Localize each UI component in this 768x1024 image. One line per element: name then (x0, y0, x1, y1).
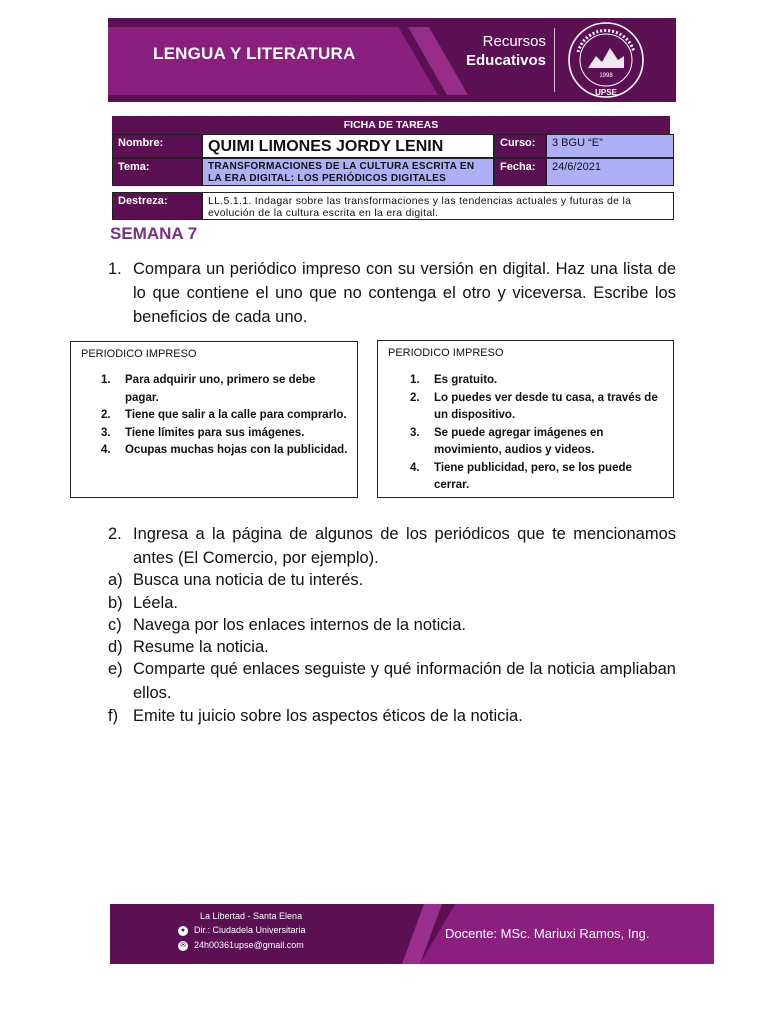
header-banner (108, 18, 676, 102)
fecha-value: 24/6/2021 (546, 158, 674, 186)
question-2-number: 2. (108, 525, 122, 543)
envelope-icon: ✉ (178, 941, 188, 951)
subitem-e: e) Comparte qué enlaces seguiste y qué información de la noticia ampliaban ellos. (108, 660, 676, 702)
location-pin-icon: ● (178, 926, 188, 936)
subitem-b: b) Léela. (108, 594, 178, 612)
fecha-label: Fecha: (494, 158, 546, 186)
svg-text:1998: 1998 (599, 73, 613, 79)
school-seal-logo (566, 20, 646, 100)
list-item: 4. Tiene publicidad, pero, se los puede cerrar. (410, 461, 632, 491)
printed-benefits-list (101, 372, 351, 460)
list-item: 1. Es gratuito. (410, 374, 498, 386)
week-heading: SEMANA 7 (110, 224, 198, 243)
list-item: 2. Tiene que salir a la calle para comprarlo. (101, 409, 347, 421)
footer-banner (110, 904, 714, 964)
footer-address: ● Dir.: Ciudadela Universitaria (178, 925, 306, 936)
printed-newspaper-box (70, 341, 358, 498)
nombre-value: QUIMI LIMONES JORDY LENIN (202, 134, 494, 158)
question-2 (108, 522, 676, 570)
subitem-f: f) Emite tu juicio sobre los aspectos éticos de la noticia. (108, 707, 523, 725)
subitem-d: d) Resume la noticia. (108, 638, 269, 656)
list-item: 3. Se puede agregar imágenes en movimiento, audios y videos. (410, 426, 604, 456)
subject-title: LENGUA Y LITERATURA (153, 44, 356, 63)
box-title: PERIODICO IMPRESO (81, 348, 197, 360)
tema-value: TRANSFORMACIONES DE LA CULTURA ESCRITA EN LA ERA DIGITAL: LOS PERIÓDICOS DIGITALES (202, 158, 494, 186)
curso-value: 3 BGU “E” (546, 134, 674, 158)
digital-benefits-list (410, 372, 660, 495)
subitem-a: a) Busca una noticia de tu interés. (108, 571, 364, 589)
subitem-c: c) Navega por los enlaces internos de la noticia. (108, 616, 466, 634)
list-item: 3. Tiene límites para sus imágenes. (101, 426, 305, 439)
banner-divider (554, 28, 555, 92)
list-item: 2. Lo puedes ver desde tu casa, a través de un dispositivo. (410, 391, 658, 421)
destreza-value: LL.5.1.1. Indagar sobre las transformaciones y las tendencias actuales y futuras de la evolución de la cultura escrita en la era digital. (202, 192, 674, 220)
ficha-title: FICHA DE TAREAS (112, 116, 670, 134)
tema-label: Tema: (112, 158, 202, 186)
box-title: PERIODICO IMPRESO (388, 347, 504, 359)
question-2-text: Ingresa a la página de algunos de los periódicos que te mencionamos antes (El Comercio, por ejemplo). (133, 525, 676, 567)
question-1 (108, 257, 676, 329)
svg-text:UPSE: UPSE (595, 88, 617, 97)
destreza-label: Destreza: (112, 192, 202, 220)
curso-label: Curso: (494, 134, 546, 158)
footer-city: La Libertad - Santa Elena (200, 911, 303, 921)
nombre-label: Nombre: (112, 134, 202, 158)
list-item: 1. Para adquirir uno, primero se debe pagar. (101, 374, 316, 404)
resources-label: Recursos Educativos (466, 33, 547, 69)
question-1-number: 1. (108, 260, 122, 278)
footer-email: ✉ 24h00361upse@gmail.com (178, 940, 304, 951)
question-1-text: Compara un periódico impreso con su versión en digital. Haz una lista de lo que contiene el uno que no contenga el otro y viceversa. Escribe los beneficios de cada uno. (133, 260, 676, 326)
footer-teacher: Docente: MSc. Mariuxi Ramos, Ing. (445, 926, 650, 941)
digital-newspaper-box (377, 340, 674, 498)
list-item: 4. Ocupas muchas hojas con la publicidad. (101, 444, 348, 456)
